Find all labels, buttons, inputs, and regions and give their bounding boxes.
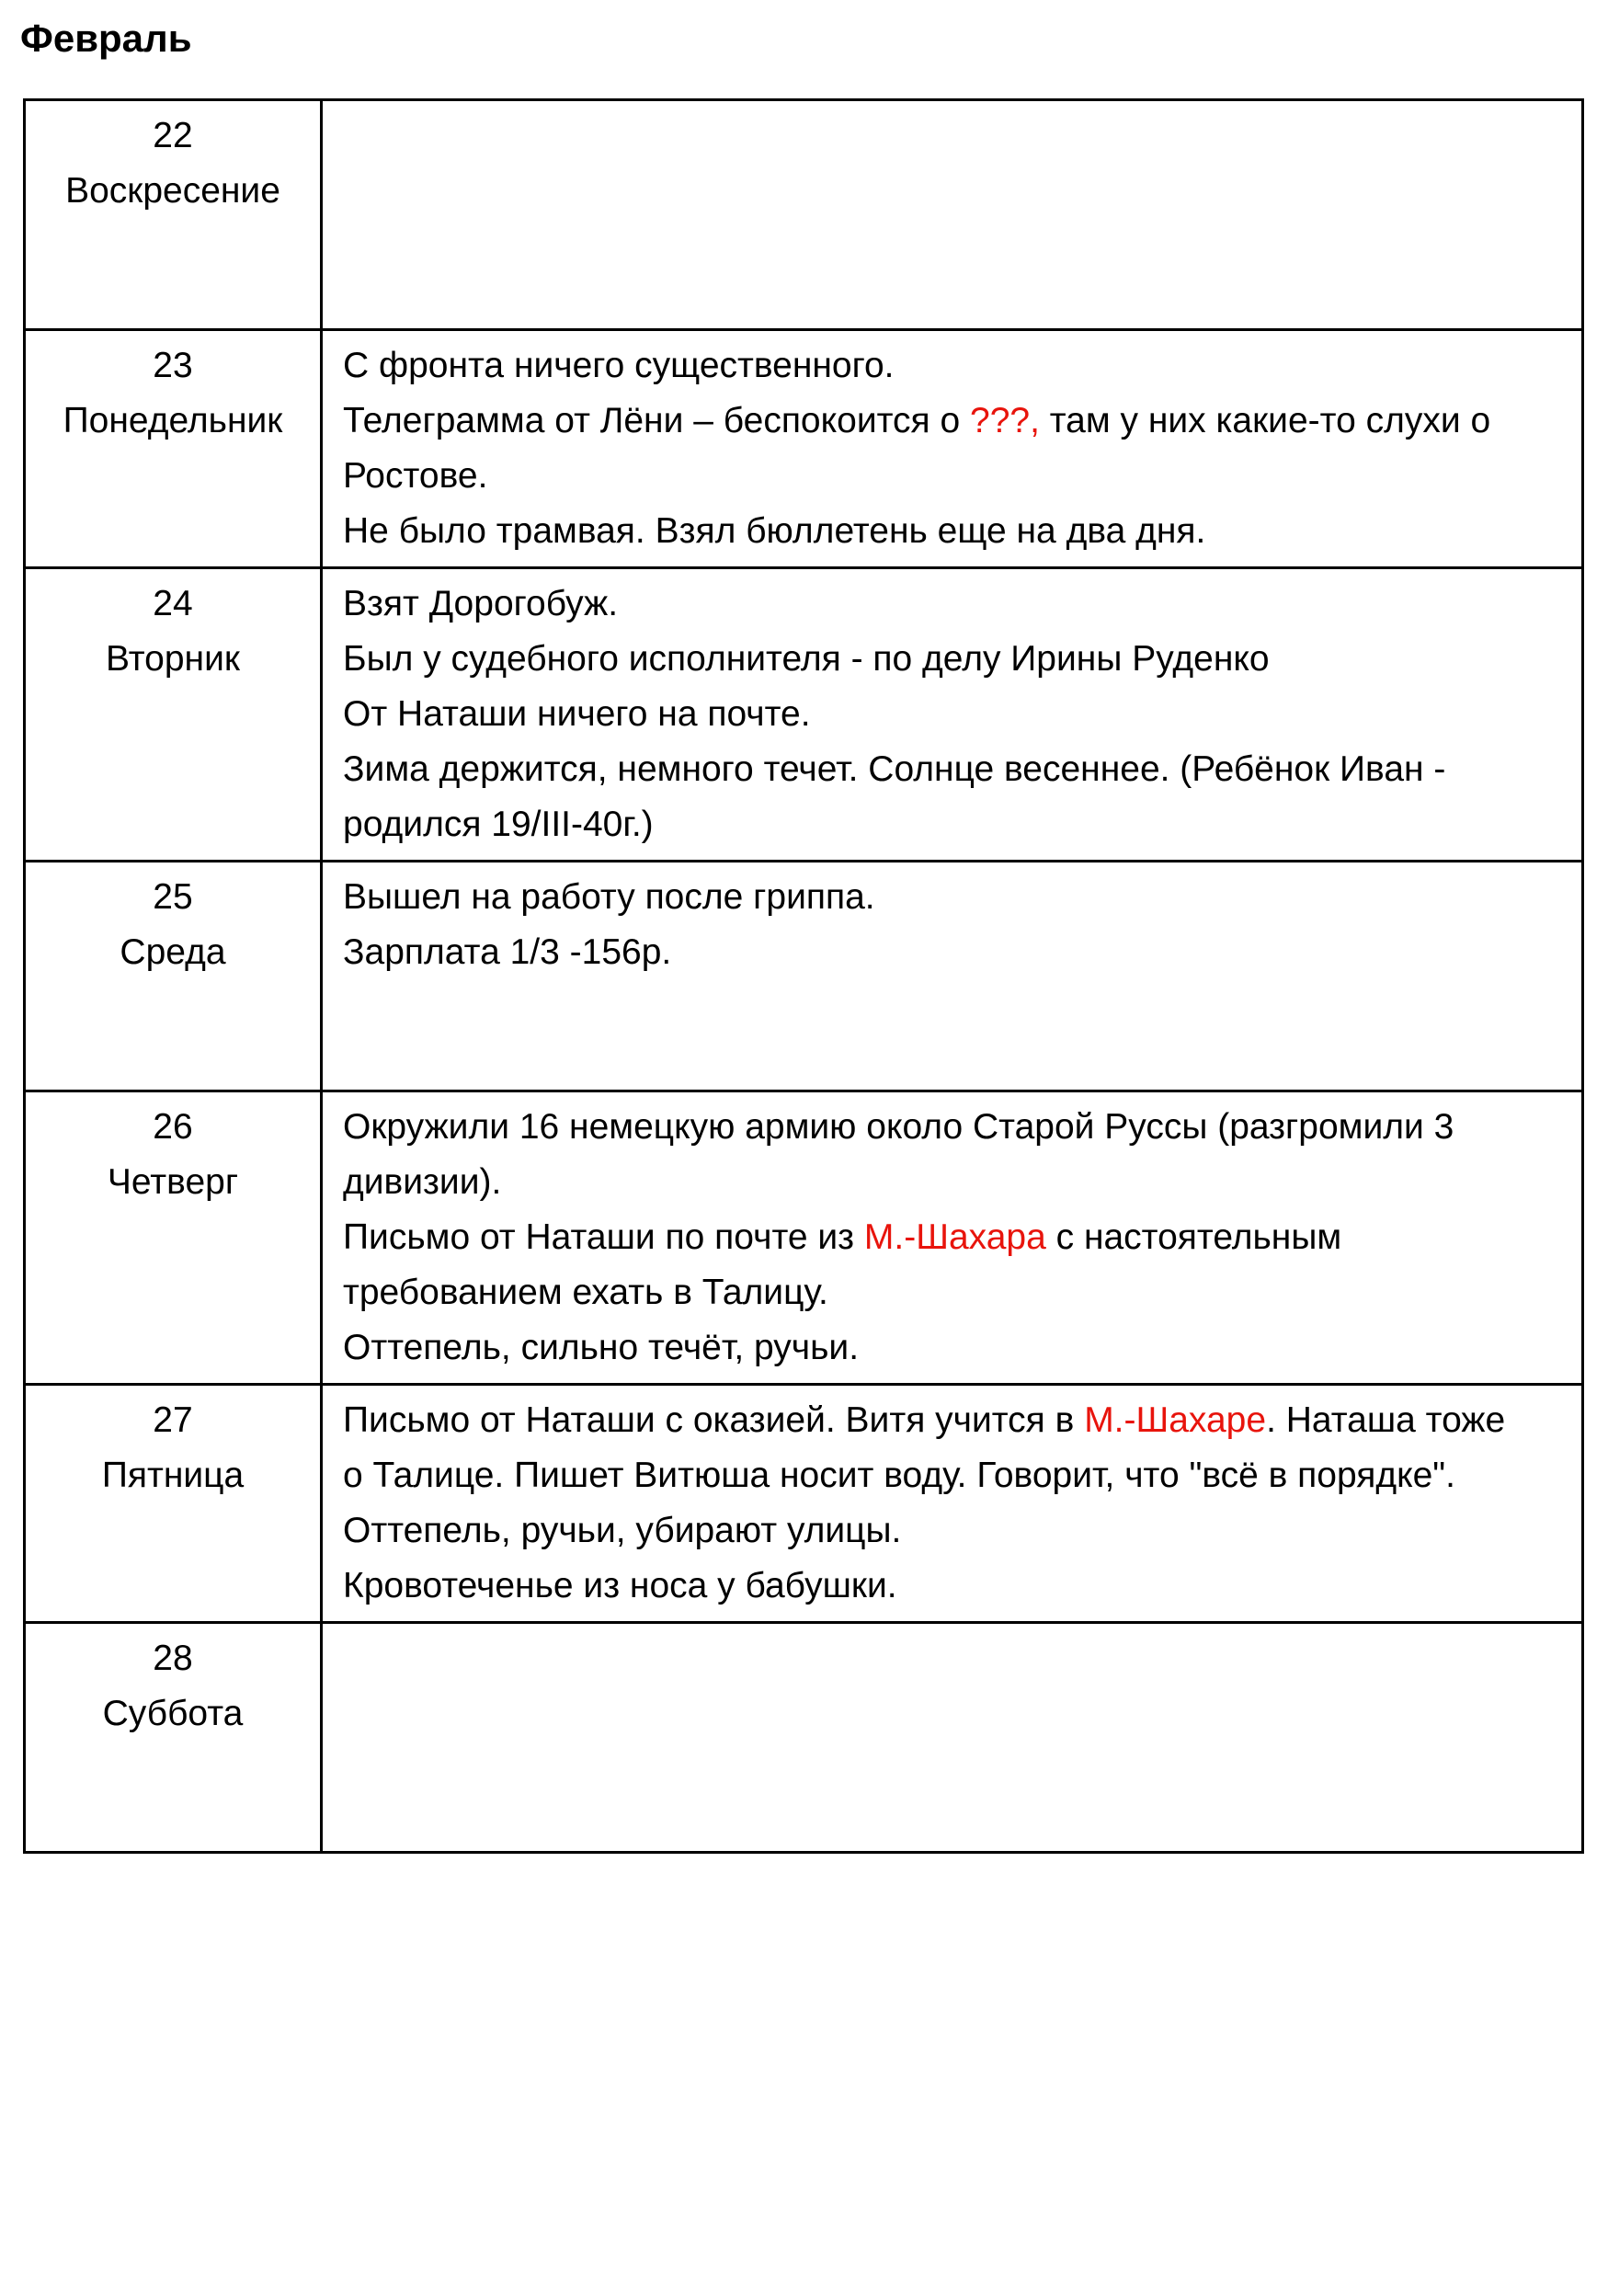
entry-line bbox=[343, 1100, 1565, 1155]
entry-text-segment: Телеграмма от Лёни – беспокоится о bbox=[343, 401, 971, 440]
entry-line bbox=[343, 394, 1565, 449]
entry-line bbox=[343, 1265, 1565, 1320]
entry-line bbox=[343, 1448, 1565, 1503]
entry-line bbox=[343, 1320, 1565, 1376]
entry-line bbox=[343, 742, 1565, 797]
entry-line bbox=[343, 1155, 1565, 1210]
entry-text-segment: Был у судебного исполнителя - по делу Ирины Руденко bbox=[343, 639, 1270, 679]
entry-text-segment: Оттепель, сильно течёт, ручьи. bbox=[343, 1328, 860, 1367]
day-number: 24 bbox=[153, 584, 193, 623]
entry-text-segment: Оттепель, ручьи, убирают улицы. bbox=[343, 1511, 902, 1550]
entry-line bbox=[343, 338, 1565, 394]
day-cell bbox=[25, 100, 322, 330]
day-cell bbox=[25, 1385, 322, 1623]
entry-text-segment: требованием ехать в Талицу. bbox=[343, 1273, 828, 1312]
entry-text-segment: Не было трамвая. Взял бюллетень еще на два дня. bbox=[343, 511, 1206, 551]
entry-text-segment: о Талице. Пишет Витюша носит воду. Говорит, что "всё в порядке". bbox=[343, 1456, 1455, 1495]
entry-text-segment: Окружили 16 немецкую армию около Старой Руссы (разгромили 3 bbox=[343, 1107, 1454, 1147]
entry-text-segment: Письмо от Наташи с оказией. Витя учится в bbox=[343, 1400, 1085, 1440]
weekday-label: Воскресение bbox=[65, 171, 280, 211]
day-number: 27 bbox=[153, 1400, 193, 1440]
weekday-label: Пятница bbox=[101, 1456, 245, 1495]
entry-cell bbox=[322, 1091, 1583, 1385]
entry-text-segment: Ростове. bbox=[343, 456, 488, 496]
day-cell bbox=[25, 568, 322, 862]
table-row bbox=[25, 1091, 1583, 1385]
entry-line bbox=[343, 870, 1565, 925]
entry-text-segment: С фронта ничего существенного. bbox=[343, 346, 895, 385]
highlighted-text-segment: ???, bbox=[970, 401, 1040, 440]
entry-text-segment: Кровотеченье из носа у бабушки. bbox=[343, 1566, 897, 1605]
entry-cell bbox=[322, 330, 1583, 568]
day-number: 25 bbox=[153, 877, 193, 917]
entry-cell bbox=[322, 568, 1583, 862]
highlighted-text-segment: М.-Шахаре bbox=[1084, 1400, 1267, 1440]
entry-text-segment: Письмо от Наташи по почте из bbox=[343, 1217, 864, 1257]
entry-line bbox=[343, 797, 1565, 852]
table-row bbox=[25, 568, 1583, 862]
entry-text-segment: дивизии). bbox=[343, 1162, 502, 1202]
weekday-label: Вторник bbox=[106, 639, 240, 679]
diary-table-body bbox=[25, 100, 1583, 1853]
entry-text-segment: Зарплата 1/3 -156р. bbox=[343, 932, 672, 972]
entry-text-segment: там у них какие-то слухи о bbox=[1039, 401, 1491, 440]
entry-cell bbox=[322, 862, 1583, 1091]
entry-line bbox=[343, 577, 1565, 632]
entry-text-segment: с настоятельным bbox=[1045, 1217, 1342, 1257]
day-cell bbox=[25, 862, 322, 1091]
weekday-label: Четверг bbox=[107, 1162, 239, 1202]
weekday-label: Понедельник bbox=[63, 401, 283, 440]
weekday-label: Суббота bbox=[102, 1694, 244, 1733]
entry-line bbox=[343, 632, 1565, 687]
diary-page bbox=[0, 15, 1608, 1854]
entry-line bbox=[343, 1559, 1565, 1614]
entry-text-segment: . Наташа тоже bbox=[1266, 1400, 1506, 1440]
entry-line bbox=[343, 1503, 1565, 1559]
day-cell bbox=[25, 330, 322, 568]
highlighted-text-segment: М.-Шахара bbox=[863, 1217, 1046, 1257]
entry-text-segment: родился 19/III-40г.) bbox=[343, 805, 654, 844]
table-row bbox=[25, 1623, 1583, 1853]
diary-table bbox=[23, 98, 1584, 1854]
day-cell bbox=[25, 1623, 322, 1853]
entry-text-segment: Вышел на работу после гриппа. bbox=[343, 877, 875, 917]
weekday-label: Среда bbox=[120, 932, 226, 972]
day-number: 26 bbox=[153, 1107, 193, 1147]
entry-line bbox=[343, 1210, 1565, 1265]
day-number: 28 bbox=[153, 1639, 193, 1678]
entry-line bbox=[343, 687, 1565, 742]
entry-line bbox=[343, 1393, 1565, 1448]
day-cell bbox=[25, 1091, 322, 1385]
entry-text-segment: От Наташи ничего на почте. bbox=[343, 694, 811, 734]
entry-text-segment: Зима держится, немного течет. Солнце весеннее. (Ребёнок Иван - bbox=[343, 749, 1446, 789]
table-row bbox=[25, 862, 1583, 1091]
day-number: 22 bbox=[153, 116, 193, 155]
entry-cell bbox=[322, 1623, 1583, 1853]
table-row bbox=[25, 1385, 1583, 1623]
page-title: Февраль bbox=[20, 17, 192, 60]
table-row bbox=[25, 100, 1583, 330]
entry-line bbox=[343, 925, 1565, 980]
entry-cell bbox=[322, 100, 1583, 330]
entry-cell bbox=[322, 1385, 1583, 1623]
entry-line bbox=[343, 449, 1565, 504]
entry-line bbox=[343, 504, 1565, 559]
day-number: 23 bbox=[153, 346, 193, 385]
table-row bbox=[25, 330, 1583, 568]
entry-text-segment: Взят Дорогобуж. bbox=[343, 584, 619, 623]
